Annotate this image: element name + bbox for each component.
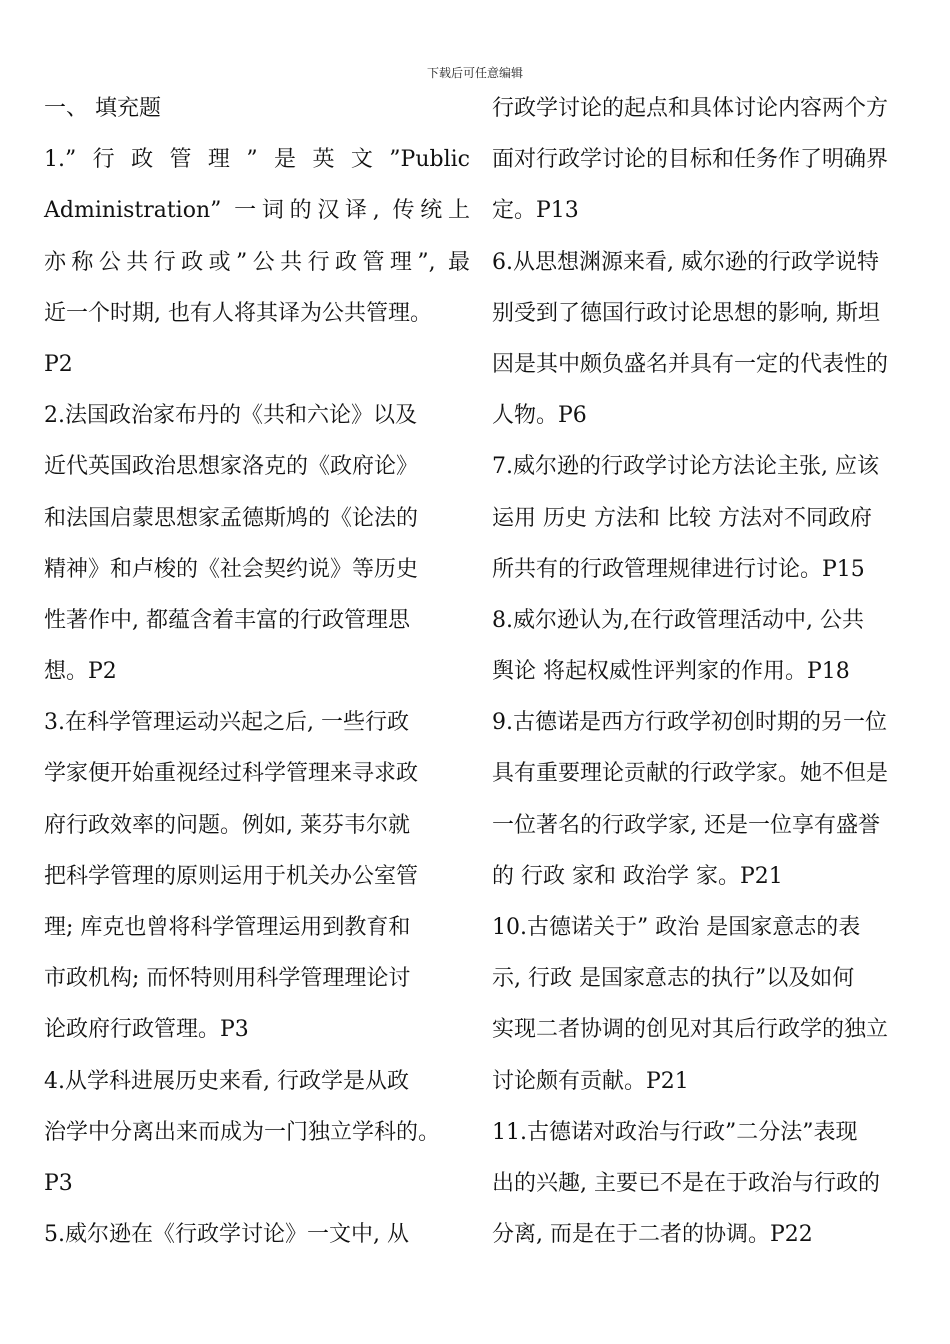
- text-line: Administration” 一词的汉译, 传统上: [44, 198, 470, 224]
- text-line: 理; 库克也曾将科学管理运用到教育和: [44, 915, 411, 940]
- text-line: 定。P13: [492, 198, 579, 224]
- text-line: 别受到了德国行政讨论思想的影响, 斯坦: [492, 300, 880, 326]
- text-line: 性著作中, 都蕴含着丰富的行政管理思: [44, 607, 410, 633]
- text-line: 近代英国政治思想家洛克的《政府论》: [44, 454, 419, 480]
- text-line: 5.威尔逊在《行政学讨论》一文中, 从: [44, 1222, 409, 1248]
- text-line: 因是其中颇负盛名并具有一定的代表性的: [492, 351, 889, 377]
- text-line: 面对行政学讨论的目标和任务作了明确界: [492, 147, 889, 173]
- text-line: 所共有的行政管理规律进行讨论。P15: [492, 556, 865, 582]
- text-line: 实现二者协调的创见对其后行政学的独立: [492, 1017, 889, 1043]
- text-line: 出的兴趣, 主要已不是在于政治与行政的: [492, 1170, 880, 1196]
- text-line: 论政府行政管理。P3: [44, 1017, 249, 1043]
- text-line: 行政学讨论的起点和具体讨论内容两个方: [492, 96, 889, 121]
- text-line: 1.”行政管理”是英文”Public: [44, 147, 470, 173]
- text-line: P2: [44, 351, 73, 377]
- text-line: 7.威尔逊的行政学讨论方法论主张, 应该: [492, 454, 879, 480]
- text-line: 一位著名的行政学家, 还是一位享有盛誉: [492, 812, 880, 838]
- text-line: 6.从思想渊源来看, 威尔逊的行政学说特: [492, 249, 879, 275]
- text-line: 3.在科学管理运动兴起之后, 一些行政: [44, 710, 409, 736]
- text-line: 讨论颇有贡献。P21: [492, 1068, 689, 1094]
- text-line: 11.古德诺对政治与行政”二分法”表现: [492, 1119, 858, 1145]
- text-line: 近一个时期, 也有人将其译为公共管理。: [44, 300, 432, 326]
- text-line: 示, 行政 是国家意志的执行”以及如何: [492, 966, 855, 992]
- right-text-column: [492, 83, 918, 1260]
- text-line: 的 行政 家和 政治学 家。P21: [492, 863, 783, 889]
- text-line: 具有重要理论贡献的行政学家。她不但是: [492, 761, 889, 787]
- text-line: 舆论 将起权威性评判家的作用。P18: [492, 659, 850, 685]
- text-line: 和法国启蒙思想家孟德斯鸠的《论法的: [44, 505, 419, 531]
- text-line: 10.古德诺关于” 政治 是国家意志的表: [492, 915, 861, 940]
- text-line: 4.从学科进展历史来看, 行政学是从政: [44, 1068, 409, 1094]
- page-header-note: 下载后可任意编辑: [426, 66, 523, 80]
- text-line: 9.古德诺是西方行政学初创时期的另一位: [492, 710, 887, 736]
- text-line: 运用 历史 方法和 比较 方法对不同政府: [492, 505, 872, 531]
- text-line: 亦称公共行政或”公共行政管理”, 最: [44, 249, 470, 275]
- text-line: 8.威尔逊认为,在行政管理活动中, 公共: [492, 607, 864, 633]
- text-line: 想。P2: [44, 659, 117, 685]
- text-line: 精神》和卢梭的《社会契约说》等历史: [44, 556, 419, 582]
- text-line: 分离, 而是在于二者的协调。P22: [492, 1222, 813, 1248]
- text-line: 2.法国政治家布丹的《共和六论》以及: [44, 403, 417, 429]
- text-line: 人物。P6: [492, 403, 587, 429]
- text-line: 治学中分离出来而成为一门独立学科的。: [44, 1119, 441, 1145]
- text-line: 府行政效率的问题。例如, 莱芬韦尔就: [44, 812, 410, 838]
- text-line: P3: [44, 1170, 73, 1196]
- text-line: 把科学管理的原则运用于机关办公室管: [44, 863, 419, 889]
- text-line: 学家便开始重视经过科学管理来寻求政: [44, 761, 419, 787]
- section-heading: 一、 填充题: [44, 96, 161, 121]
- left-text-column: [44, 83, 470, 1260]
- text-line: 市政机构; 而怀特则用科学管理理论讨: [44, 966, 411, 992]
